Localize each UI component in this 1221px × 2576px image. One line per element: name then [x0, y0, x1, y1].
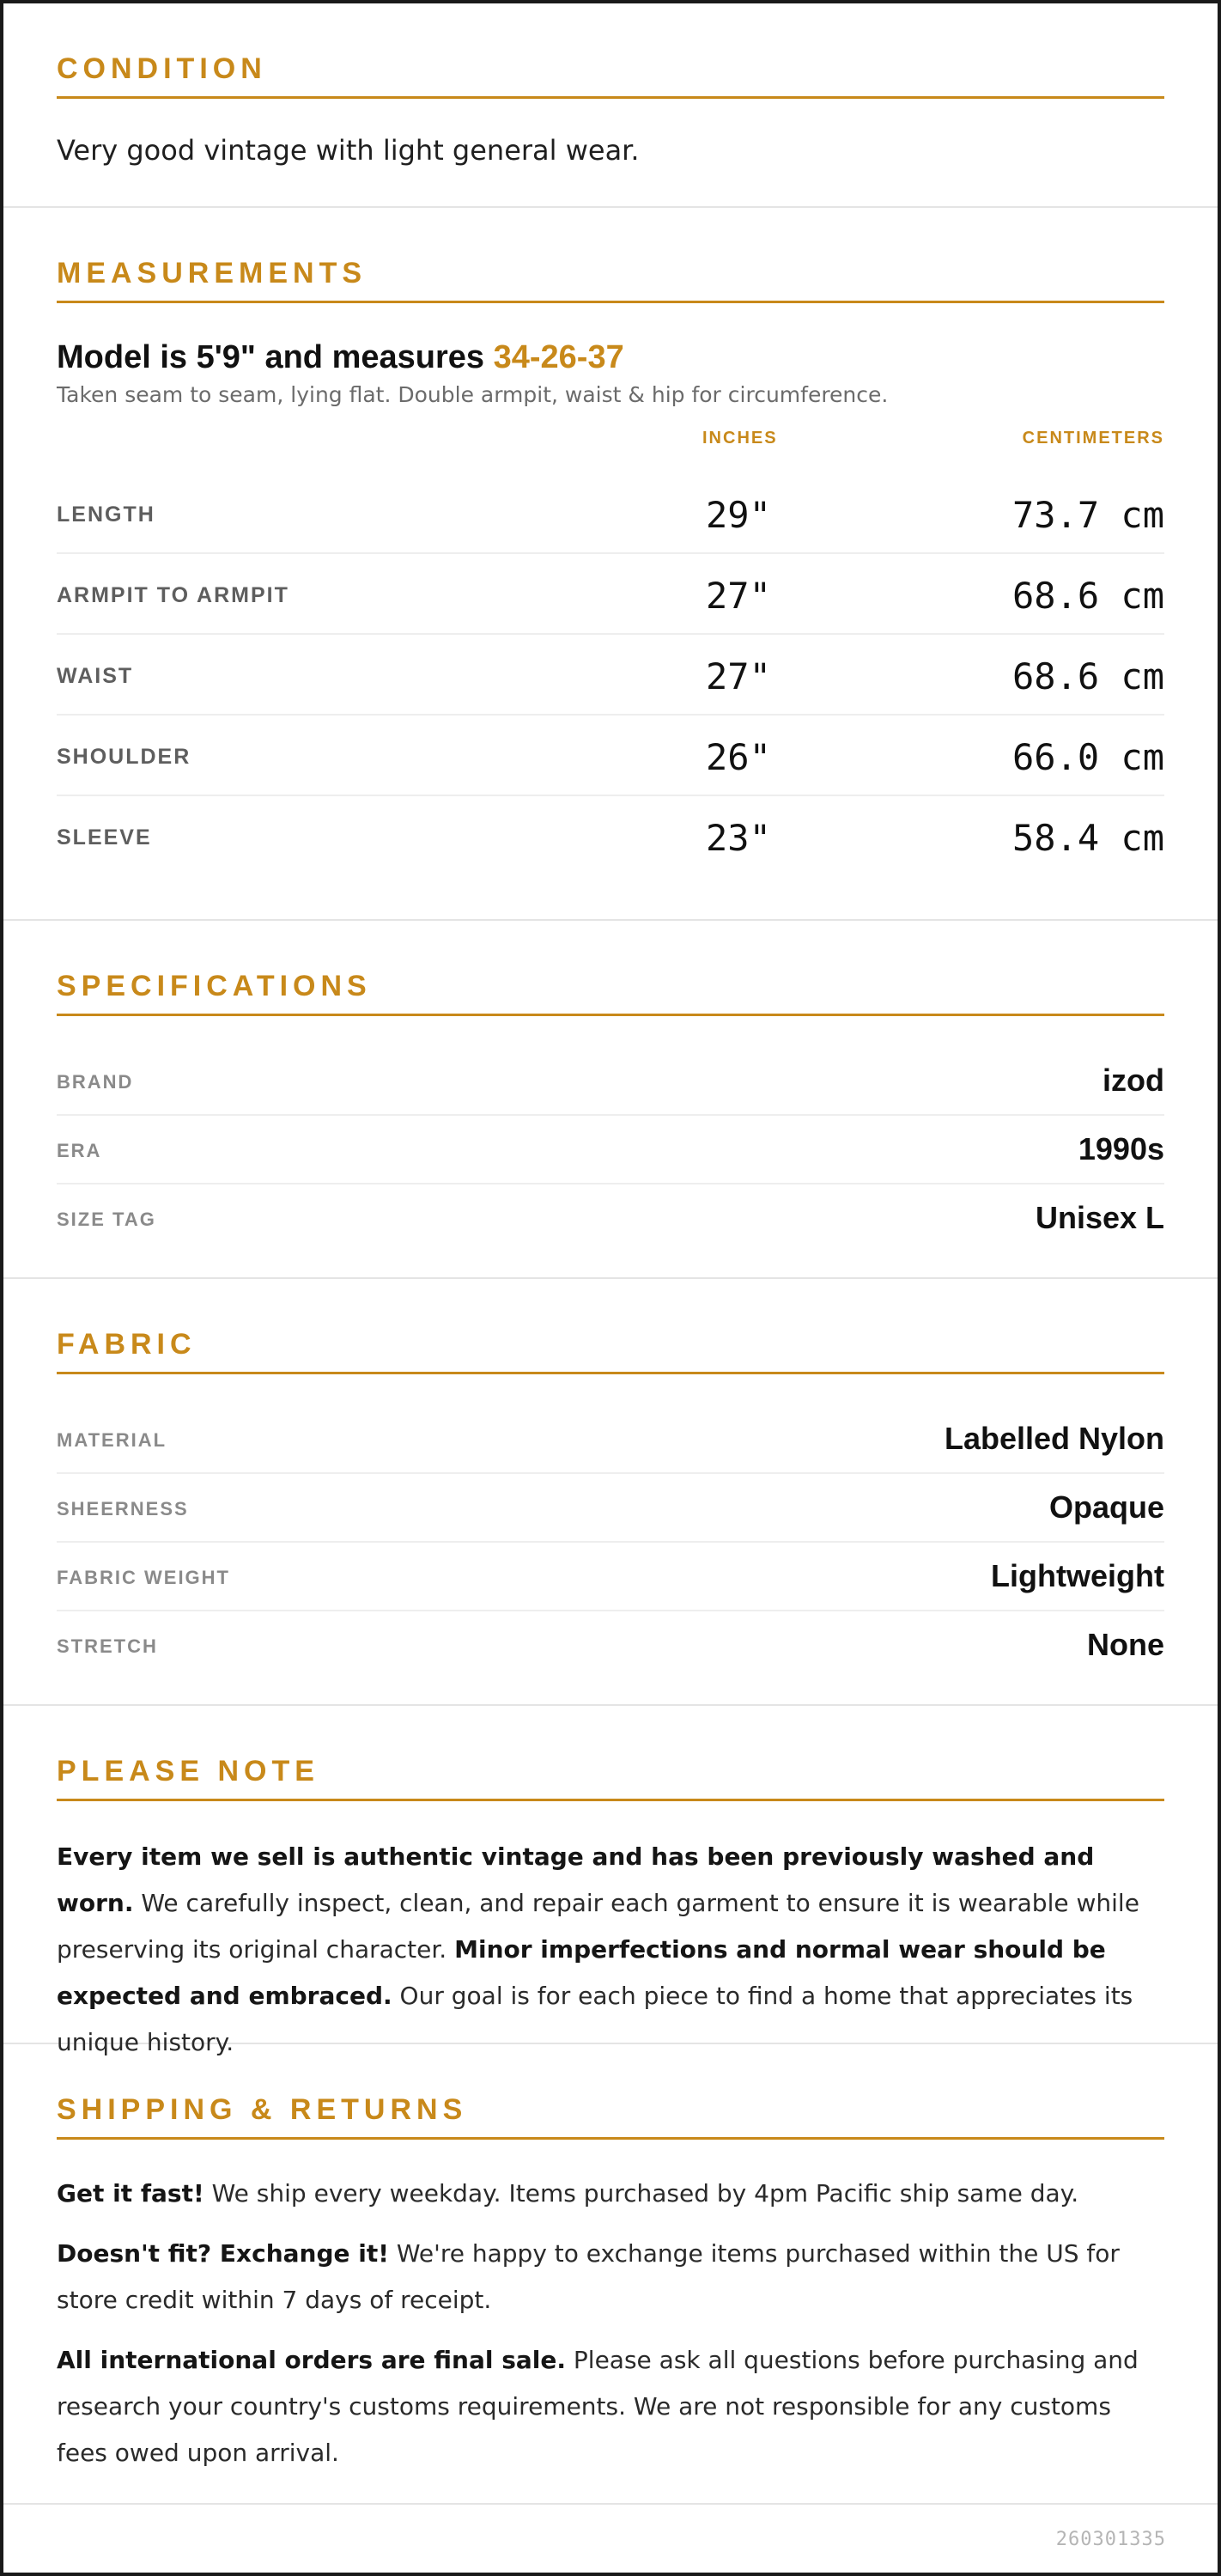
model-measures-line [57, 338, 1164, 377]
measurement-cm: 68.6 cm [1011, 655, 1164, 697]
note-text-2: Our goal is for each piece to find a home that appreciates its unique history. [57, 1982, 1133, 2056]
note-bold-2: Minor imperfections and normal wear should be expected and embraced. [57, 1935, 1106, 2010]
inches-column-header: INCHES [702, 429, 778, 448]
note-bold-1: Every item we sell is authentic vintage and has been previously washed and worn. [57, 1842, 1095, 1917]
spec-row-era [57, 1116, 1164, 1184]
shipping-paragraph-international [57, 2337, 1164, 2476]
fabric-section [3, 1279, 1218, 1706]
fabric-list [57, 1405, 1164, 1680]
fabric-row-stretch [57, 1611, 1164, 1680]
shipping-text: Please ask all questions before purchasing and research your country's customs requirements. We are not responsible for any customs fees owed upon arrival. [57, 2346, 1139, 2467]
measurement-cm: 68.6 cm [1011, 575, 1164, 617]
measurement-cm: 66.0 cm [1011, 736, 1164, 778]
shipping-text: We ship every weekday. Items purchased by 4pm Pacific ship same day. [204, 2179, 1079, 2208]
spec-key: ERA [57, 1140, 102, 1161]
measurement-label: ARMPIT TO ARMPIT [57, 583, 289, 607]
specifications-list [57, 1047, 1164, 1253]
fabric-key: MATERIAL [57, 1429, 167, 1451]
fabric-value: Opaque [1048, 1489, 1164, 1525]
spec-value: izod [1103, 1063, 1164, 1098]
measurement-note: Taken seam to seam, lying flat. Double armpit, waist & hip for circumference. [57, 382, 889, 407]
fabric-key: SHEERNESS [57, 1498, 189, 1519]
fabric-key: STRETCH [57, 1635, 158, 1657]
please-note-title: PLEASE NOTE [57, 1752, 1164, 1801]
shipping-bold: Get it fast! [57, 2179, 204, 2208]
fabric-row-material [57, 1405, 1164, 1474]
measurement-label: WAIST [57, 664, 134, 688]
measurement-inches: 26" [706, 736, 771, 778]
fabric-key: FABRIC WEIGHT [57, 1567, 230, 1588]
measurement-inches: 23" [706, 817, 771, 859]
shipping-bold: All international orders are final sale. [57, 2346, 567, 2374]
footer [3, 2505, 1218, 2573]
measurement-table [57, 473, 1164, 877]
measurement-inches: 27" [706, 575, 771, 617]
measurement-row-waist [57, 635, 1164, 716]
measurement-label: LENGTH [57, 502, 155, 527]
condition-section [3, 3, 1218, 208]
note-text-1: We carefully inspect, clean, and repair each garment to ensure it is wearable while preserving its original character. [57, 1889, 1139, 1964]
fabric-value: None [1087, 1627, 1164, 1662]
shipping-paragraph-exchange [57, 2231, 1164, 2323]
fabric-value: Labelled Nylon [944, 1421, 1164, 1456]
item-id: 260301335 [1055, 2529, 1166, 2550]
fabric-title: FABRIC [57, 1325, 1164, 1374]
specifications-section [3, 921, 1218, 1279]
measurement-column-headers [57, 410, 1164, 473]
measurement-inches: 27" [706, 655, 771, 697]
shipping-text: We're happy to exchange items purchased within the US for store credit within 7 days of receipt. [57, 2239, 1120, 2314]
fabric-value: Lightweight [991, 1558, 1164, 1593]
model-sizes: 34-26-37 [493, 339, 624, 375]
fabric-row-weight [57, 1543, 1164, 1611]
specifications-title: SPECIFICATIONS [57, 967, 1164, 1016]
spec-row-size-tag [57, 1184, 1164, 1253]
spec-key: SIZE TAG [57, 1209, 156, 1230]
measurements-title: MEASUREMENTS [57, 254, 1164, 303]
measurement-row-armpit [57, 554, 1164, 635]
please-note-section [3, 1706, 1218, 2056]
condition-title: CONDITION [57, 50, 1164, 99]
measurement-inches: 29" [706, 494, 771, 536]
measurement-row-length [57, 473, 1164, 554]
measurement-cm: 58.4 cm [1011, 817, 1164, 859]
measurement-row-sleeve [57, 796, 1164, 877]
fabric-row-sheerness [57, 1474, 1164, 1543]
spec-row-brand [57, 1047, 1164, 1116]
condition-text: Very good vintage with light general wear. [57, 134, 640, 167]
shipping-bold: Doesn't fit? Exchange it! [57, 2239, 389, 2268]
measurement-label: SLEEVE [57, 825, 152, 850]
measurements-section [3, 208, 1218, 921]
shipping-title: SHIPPING & RETURNS [57, 2091, 1164, 2140]
measurement-cm: 73.7 cm [1011, 494, 1164, 536]
please-note-text [57, 1834, 1164, 2066]
shipping-paragraph-fast [57, 2171, 1164, 2217]
spec-key: BRAND [57, 1071, 134, 1093]
spec-value: 1990s [1078, 1131, 1164, 1166]
spec-value: Unisex L [1035, 1200, 1164, 1235]
measurement-label: SHOULDER [57, 745, 191, 769]
measurement-row-shoulder [57, 716, 1164, 796]
centimeters-column-header: CENTIMETERS [1022, 429, 1164, 448]
model-prefix: Model is 5'9" and measures [57, 339, 494, 375]
shipping-returns-section [3, 2044, 1218, 2505]
